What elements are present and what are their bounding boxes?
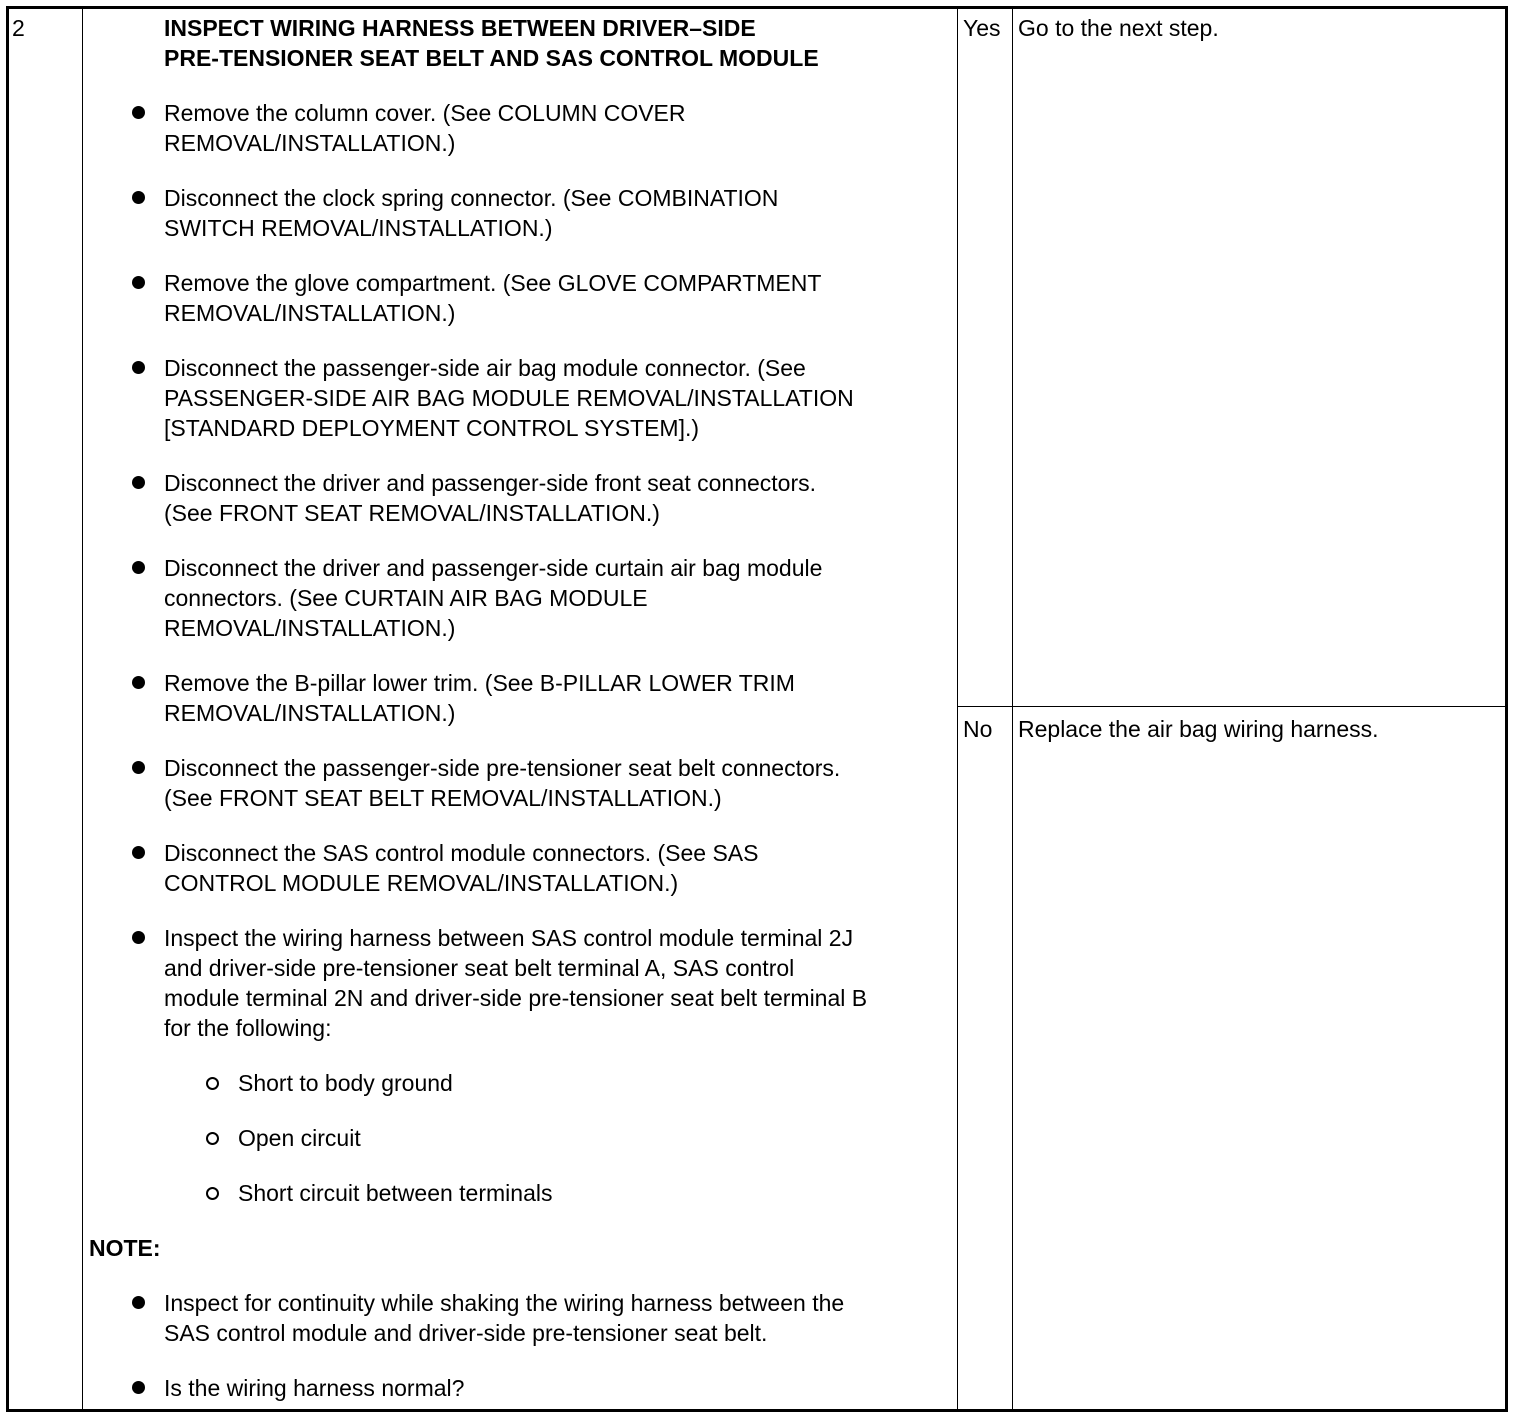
bullet-icon [132, 761, 145, 774]
column-divider [1012, 9, 1013, 1409]
list-item [164, 353, 854, 443]
column-divider [957, 9, 958, 1409]
sub-list-item: Short to body ground [238, 1070, 453, 1096]
list-item-line: Inspect the wiring harness between SAS control module terminal 2J [164, 925, 854, 951]
list-item-line: PASSENGER-SIDE AIR BAG MODULE REMOVAL/INSTALLATION [164, 385, 854, 411]
bullet-icon [132, 1296, 145, 1309]
bullet-icon [132, 1381, 145, 1394]
list-item-line: REMOVAL/INSTALLATION.) [164, 300, 456, 326]
list-item-line: Remove the glove compartment. (See GLOVE COMPARTMENT [164, 270, 822, 296]
list-item-line: CONTROL MODULE REMOVAL/INSTALLATION.) [164, 870, 679, 896]
bullet-icon [132, 191, 145, 204]
list-item [164, 838, 758, 898]
list-item-line: (See FRONT SEAT BELT REMOVAL/INSTALLATION.) [164, 785, 722, 811]
bullet-icon [132, 106, 145, 119]
list-item-line: connectors. (See CURTAIN AIR BAG MODULE [164, 585, 648, 611]
result-no-action: Replace the air bag wiring harness. [1018, 716, 1379, 742]
list-item [164, 753, 840, 813]
list-item-line: Disconnect the clock spring connector. (See COMBINATION [164, 185, 779, 211]
list-item-line: REMOVAL/INSTALLATION.) [164, 130, 456, 156]
list-item-line: Disconnect the driver and passenger-side front seat connectors. [164, 470, 817, 496]
list-item [164, 553, 822, 643]
sub-list-item: Open circuit [238, 1125, 361, 1151]
list-item-line: for the following: [164, 1015, 332, 1041]
note-label: NOTE: [89, 1235, 161, 1261]
list-item-line: REMOVAL/INSTALLATION.) [164, 615, 456, 641]
bullet-icon [132, 561, 145, 574]
note-item [164, 1373, 464, 1403]
list-item [164, 98, 686, 158]
list-item-line: Disconnect the SAS control module connectors. (See SAS [164, 840, 759, 866]
step-number: 2 [12, 15, 25, 41]
list-item [164, 923, 867, 1043]
list-item-line: and driver-side pre-tensioner seat belt terminal A, SAS control [164, 955, 795, 981]
list-item [164, 268, 821, 328]
note-item-line: Inspect for continuity while shaking the wiring harness between the [164, 1290, 845, 1316]
list-item-line: Disconnect the driver and passenger-side curtain air bag module [164, 555, 823, 581]
list-item-line: Remove the column cover. (See COLUMN COVER [164, 100, 686, 126]
row-divider [957, 706, 1505, 707]
list-item-line: Disconnect the passenger-side pre-tensioner seat belt connectors. [164, 755, 841, 781]
bullet-icon [132, 476, 145, 489]
note-item [164, 1288, 844, 1348]
column-divider [82, 9, 83, 1409]
bullet-icon [132, 846, 145, 859]
note-item-line: Is the wiring harness normal? [164, 1375, 465, 1401]
note-item-line: SAS control module and driver-side pre-tensioner seat belt. [164, 1320, 768, 1346]
list-item [164, 668, 795, 728]
step-title [164, 13, 819, 73]
result-no-label: No [963, 716, 993, 742]
bullet-icon [132, 276, 145, 289]
bullet-icon [132, 361, 145, 374]
list-item-line: REMOVAL/INSTALLATION.) [164, 700, 456, 726]
list-item-line: Remove the B-pillar lower trim. (See B-PILLAR LOWER TRIM [164, 670, 795, 696]
list-item [164, 468, 816, 528]
sub-list-item: Short circuit between terminals [238, 1180, 553, 1206]
circle-bullet-icon [206, 1077, 219, 1090]
list-item-line: (See FRONT SEAT REMOVAL/INSTALLATION.) [164, 500, 660, 526]
bullet-icon [132, 676, 145, 689]
list-item-line: SWITCH REMOVAL/INSTALLATION.) [164, 215, 553, 241]
step-title-line: PRE-TENSIONER SEAT BELT AND SAS CONTROL MODULE [164, 45, 819, 71]
circle-bullet-icon [206, 1132, 219, 1145]
list-item [164, 183, 778, 243]
list-item-line: [STANDARD DEPLOYMENT CONTROL SYSTEM].) [164, 415, 700, 441]
bullet-icon [132, 931, 145, 944]
list-item-line: Disconnect the passenger-side air bag module connector. (See [164, 355, 806, 381]
result-yes-label: Yes [963, 15, 1001, 41]
result-yes-action: Go to the next step. [1018, 15, 1219, 41]
list-item-line: module terminal 2N and driver-side pre-tensioner seat belt terminal B [164, 985, 868, 1011]
circle-bullet-icon [206, 1187, 219, 1200]
step-title-line: INSPECT WIRING HARNESS BETWEEN DRIVER–SIDE [164, 15, 756, 41]
